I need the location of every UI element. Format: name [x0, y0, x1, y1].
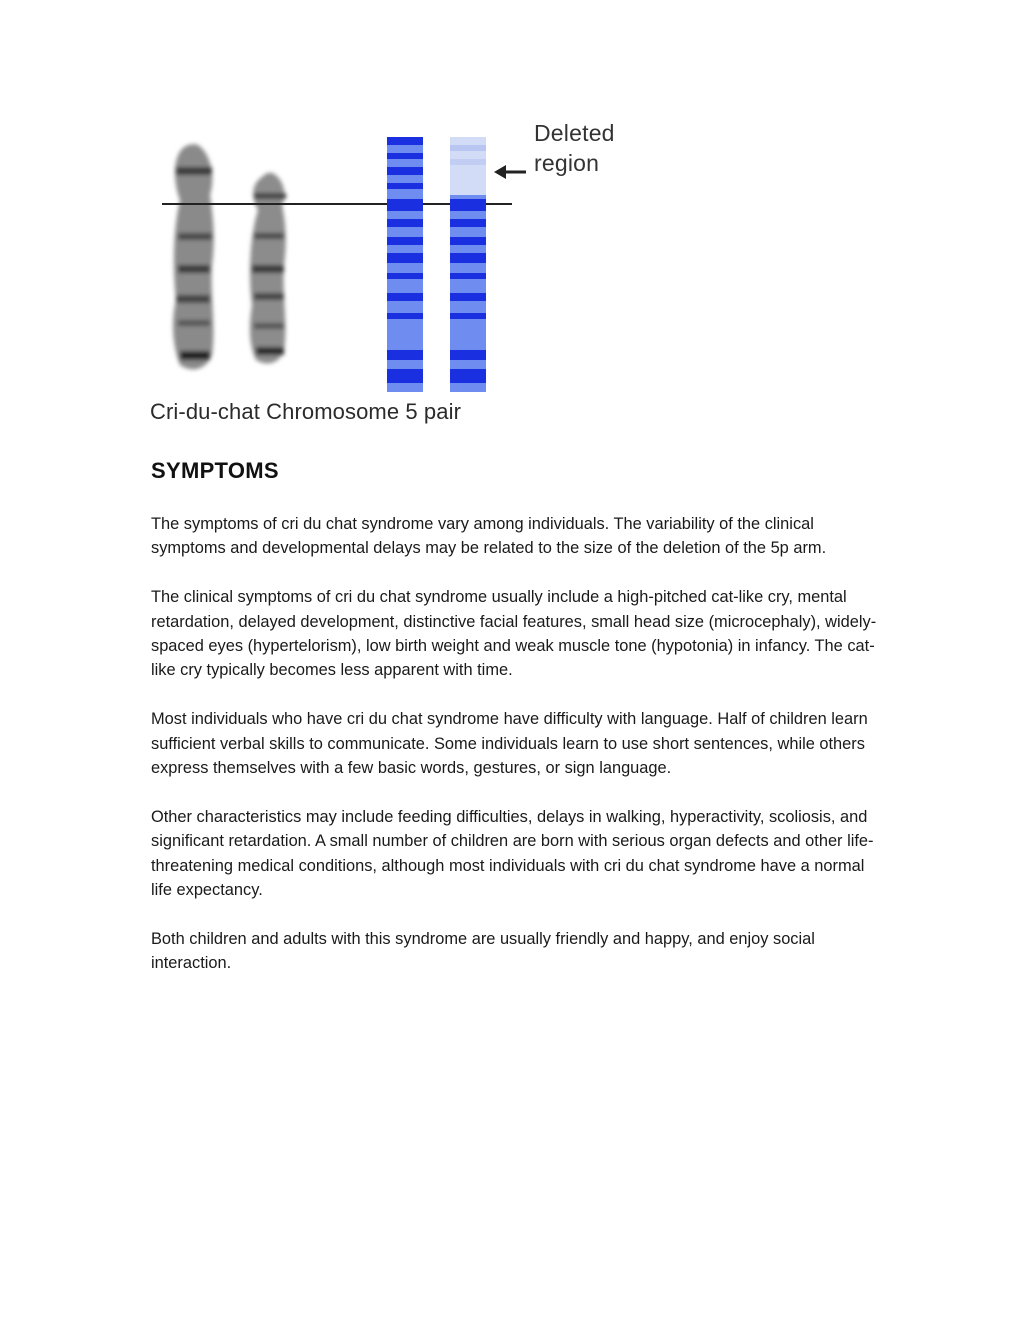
- chromosome-figure: [150, 115, 650, 440]
- paragraph: Most individuals who have cri du chat syndrome have difficulty with language. Half of children learn sufficient verbal skills to communicate. Some individuals learn to use short sentences, while others express themselves with a few basic words, gestures, or sign language.: [151, 710, 868, 778]
- ideogram-normal: [387, 137, 423, 392]
- paragraph: The symptoms of cri du chat syndrome vary among individuals. The variability of the clinical symptoms and developmental delays may be related to the size of the deletion of the 5p arm.: [151, 515, 827, 558]
- photo-chromosome-left: [173, 144, 214, 369]
- deleted-label: Deleted: [534, 120, 615, 146]
- ideogram-deleted: [450, 137, 486, 392]
- arrow-left-icon: [494, 165, 526, 179]
- paragraph: Both children and adults with this syndrome are usually friendly and happy, and enjoy social interaction.: [151, 929, 815, 973]
- paragraph: The clinical symptoms of cri du chat syndrome usually include a high-pitched cat-like cry, mental retardation, delayed development, distinctive facial features, small head size (microcephaly), widely-spaced eyes (hypertelorism), low birth weight and weak muscle tone (hypotonia) in infancy. The cat-like cry typically becomes less apparent with time.: [151, 588, 877, 680]
- photo-chromosome-right: [250, 173, 286, 364]
- section-heading: SYMPTOMS: [151, 458, 279, 483]
- paragraph: Other characteristics may include feeding difficulties, delays in walking, hyperactivity, scoliosis, and significant retardation. A small number of children are born with serious organ defects and other life-threatening medical conditions, although most individuals with cri du chat syndrome have a normal life expectancy.: [151, 807, 874, 900]
- region-label: region: [534, 150, 600, 176]
- figure-caption: Cri-du-chat Chromosome 5 pair: [150, 399, 462, 424]
- body-text: [151, 512, 881, 1000]
